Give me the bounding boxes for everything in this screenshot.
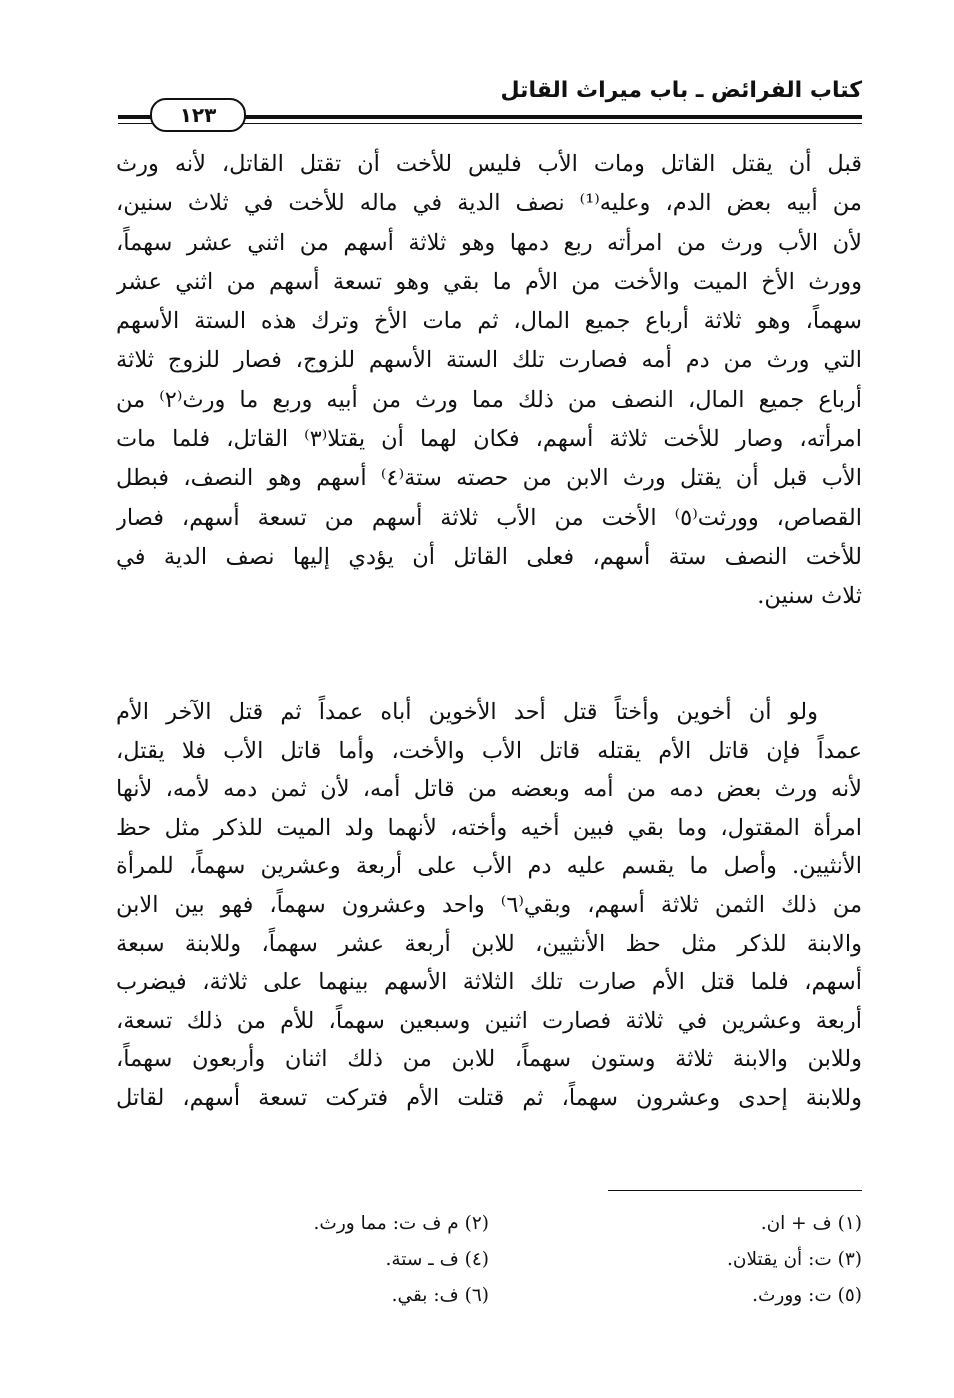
text-line: ولو أن أخوين وأختاً قتل أحد الأخوين أباه عمداً ثم قتل الآخر الأم (116, 699, 818, 725)
footnote-separator (608, 1190, 862, 1191)
footnote: (١) ف + ان. (760, 1213, 862, 1234)
footnote-row (116, 1206, 862, 1242)
footnote: (٤) ف ـ ستة. (385, 1249, 489, 1270)
text-line: الأنثيين. وأصل ما يقسم عليه دم الأب على أربعة وعشرين سهماً، للمرأة (116, 853, 862, 880)
footnotes (116, 1206, 862, 1314)
text-line: أرباع جميع المال، النصف من ذلك مما ورث من أبيه وربع ما ورث⁽٢⁾ من (116, 386, 862, 413)
text-line: لأن الأب ورث من امرأته ربع دمها وهو ثلاثة أسهم من اثني عشر سهماً، (116, 229, 862, 256)
footnote: (٣) ت: أن يقتلان. (727, 1249, 862, 1270)
footnote-row (116, 1242, 862, 1278)
paragraph-1 (116, 145, 862, 617)
text-line: لأنه ورث بعض دمه من أمه وبعضه من قاتل أمه، لأن ثمن دمه لأمه، لأنها (116, 776, 862, 803)
text-line: سهماً، وهو ثلاثة أرباع جميع المال، ثم مات الأخ وترك هذه الستة الأسهم (116, 308, 862, 335)
text-line: القصاص، وورثت⁽٥⁾ الأخت من الأب ثلاثة أسهم من تسعة أسهم، فصار (116, 504, 862, 531)
text-line: الأب قبل أن يقتل ورث الابن من حصته ستة⁽٤⁾ أسهم وهو النصف، فبطل (116, 465, 862, 492)
text-line: أربعة وعشرين في ثلاثة فصارت اثنين وسبعين سهماً، للأم من ذلك تسعة، (116, 1007, 862, 1034)
page-number: ١٢٣ (150, 98, 246, 132)
text-line: وللابنة إحدى وعشرون سهماً، ثم قتلت الأم فتركت تسعة أسهم، لقاتل (116, 1084, 862, 1111)
text-line: وورث الأخ الميت والأخت من الأم ما بقي وهو تسعة أسهم من اثني عشر (116, 268, 862, 295)
text-line: للأخت النصف ستة أسهم، فعلى القاتل أن يؤدي إليها نصف الدية في (116, 543, 862, 570)
text-line: من أبيه بعض الدم، وعليه⁽¹⁾ نصف الدية في ماله للأخت في ثلاث سنين، (116, 190, 862, 217)
text-line: أسهم، فلما قتل الأم صارت تلك الثلاثة الأسهم بينهما على ثلاثة، فيضرب (116, 969, 862, 996)
text-line: عمداً فإن قاتل الأم يقتله قاتل الأب والأخت، وأما قاتل الأب فلا يقتل، (116, 737, 862, 764)
text-line: التي ورث من دم أمه فصارت تلك الستة الأسهم للزوج، فصار للزوج ثلاثة (116, 347, 862, 374)
text-line: امرأته، وصار للأخت ثلاثة أسهم، فكان لهما أن يقتلا⁽٣⁾ القاتل، فلما مات (116, 426, 862, 453)
footnote: (٥) ت: وورث. (752, 1285, 862, 1306)
text-line: وللابن والابنة ثلاثة وستون سهماً، للابن من ذلك اثنان وأربعون سهماً، (116, 1046, 862, 1073)
text-line: والابنة للذكر مثل حظ الأنثيين، للابن أربعة عشر سهماً، وللابنة سبعة (116, 930, 862, 957)
footnote: (٦) ف: بقي. (391, 1285, 489, 1306)
paragraph-2 (116, 693, 862, 1118)
text-line: من ذلك الثمن ثلاثة أسهم، وبقي⁽٦⁾ واحد وعشرون سهماً، فهو بين الابن (116, 891, 862, 918)
text-line: امرأة المقتول، وما بقي فبين أخيه وأخته، لأنهما ولد الميت للذكر مثل حظ (116, 814, 862, 841)
footnote-row (116, 1278, 862, 1314)
footnote: (٢) م ف ت: مما ورث. (313, 1213, 489, 1234)
text-line: ثلاث سنين. (757, 583, 862, 610)
text-line: قبل أن يقتل القاتل ومات الأب فليس للأخت أن تقتل القاتل، لأنه ورث (116, 151, 862, 177)
running-header-title: كتاب الفرائض ـ باب ميراث القاتل (500, 78, 862, 103)
